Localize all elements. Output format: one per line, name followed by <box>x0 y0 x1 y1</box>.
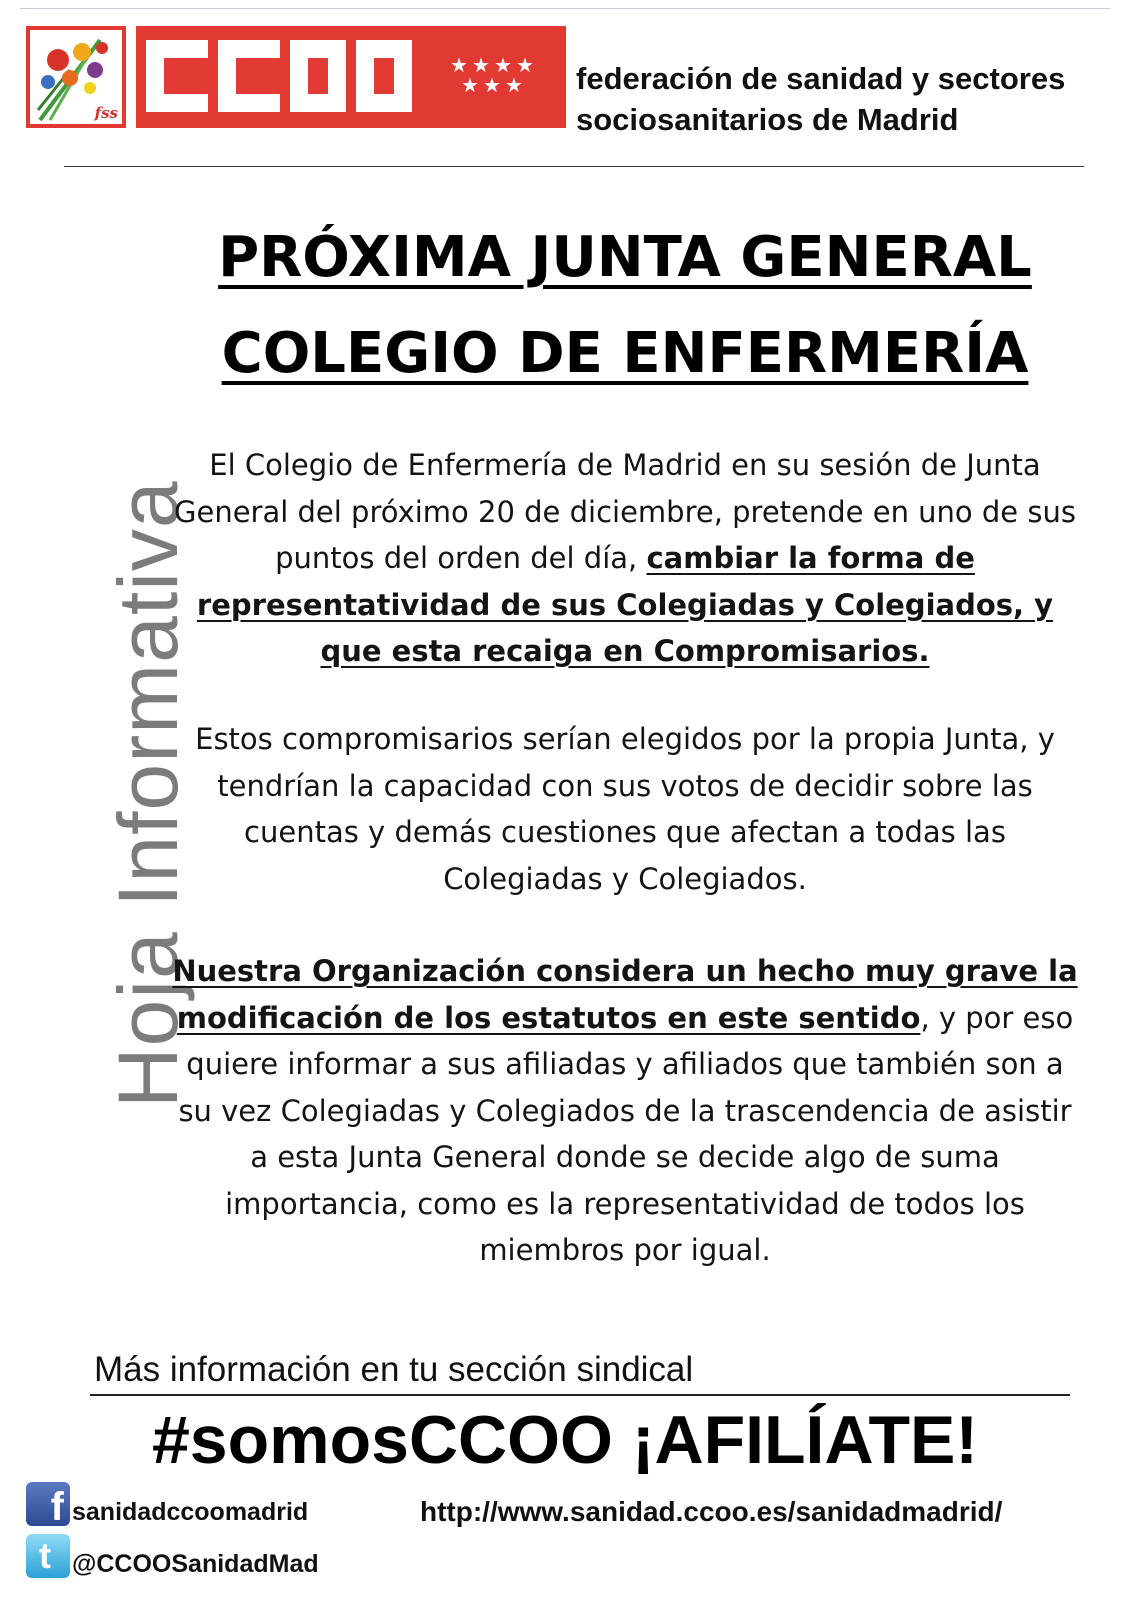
madrid-stars-icon <box>450 56 540 96</box>
page-title <box>175 210 1075 402</box>
svg-text:★: ★ <box>516 56 534 77</box>
facebook-link[interactable] <box>26 1480 308 1526</box>
paragraph-3-text: , y por eso quiere informar a sus afiliadas y afiliados que también son a su vez Colegiadas y Colegiados de la trascendencia de asistir a esta Junta General donde se decide algo de suma importancia, como es la representatividad de todos los miembros por igual. <box>178 1000 1074 1267</box>
facebook-handle[interactable]: sanidadccoomadrid <box>72 1498 309 1526</box>
join-slogan: #somosCCOO ¡AFILÍATE! <box>151 1402 979 1478</box>
more-info-text: Más información en tu sección sindical <box>94 1350 694 1389</box>
svg-text:★: ★ <box>505 73 523 96</box>
ccoo-logo <box>136 26 566 128</box>
svg-text:★: ★ <box>494 56 512 77</box>
svg-text:★: ★ <box>483 73 501 96</box>
paragraph-1-text: El Colegio de Enfermería de Madrid en su sesión de Junta General del próximo 20 de diciembre, pretende en uno de sus puntos del orden del día, <box>174 448 1076 575</box>
federation-line-2: sociosanitarios de Madrid <box>576 102 959 137</box>
svg-text:★: ★ <box>461 73 479 96</box>
svg-text:★: ★ <box>450 56 468 77</box>
paragraph-1-emphasis: cambiar la forma de representatividad de sus Colegiadas y Colegiados, y que esta recaiga en Compromisarios. <box>196 541 1054 668</box>
paragraph-2 <box>170 716 1080 902</box>
paragraph-2-text: Estos compromisarios serían elegidos por la propia Junta, y tendrían la capacidad con sus votos de decidir sobre las cuentas y demás cuestiones que afectan a todas las Colegiadas y Colegiados. <box>195 722 1055 896</box>
side-label: Hoja Informativa <box>101 480 195 1108</box>
federation-line-1: federación de sanidad y sectores <box>576 61 1066 96</box>
federation-name <box>576 58 1065 140</box>
ccoo-wordmark <box>146 40 416 112</box>
paragraph-3-emphasis: Nuestra Organización considera un hecho muy grave la modificación de los estatutos en este sentido <box>172 954 1078 1035</box>
fss-wordmark: fss <box>94 104 118 122</box>
twitter-link[interactable] <box>26 1532 319 1578</box>
fss-logo <box>26 26 126 128</box>
footer-divider <box>90 1394 1070 1396</box>
svg-text:★: ★ <box>472 56 490 77</box>
title-line-1: PRÓXIMA JUNTA GENERAL <box>218 225 1032 290</box>
twitter-handle[interactable]: @CCOOSanidadMad <box>72 1550 319 1578</box>
title-line-2: COLEGIO DE ENFERMERÍA <box>221 321 1029 386</box>
paragraph-1 <box>170 442 1080 675</box>
header-divider <box>64 166 1084 167</box>
paragraph-3 <box>170 948 1080 1274</box>
website-link[interactable]: http://www.sanidad.ccoo.es/sanidadmadrid/ <box>420 1496 1003 1527</box>
twitter-icon[interactable] <box>26 1534 70 1578</box>
facebook-icon[interactable] <box>26 1482 70 1526</box>
top-divider <box>20 8 1110 9</box>
